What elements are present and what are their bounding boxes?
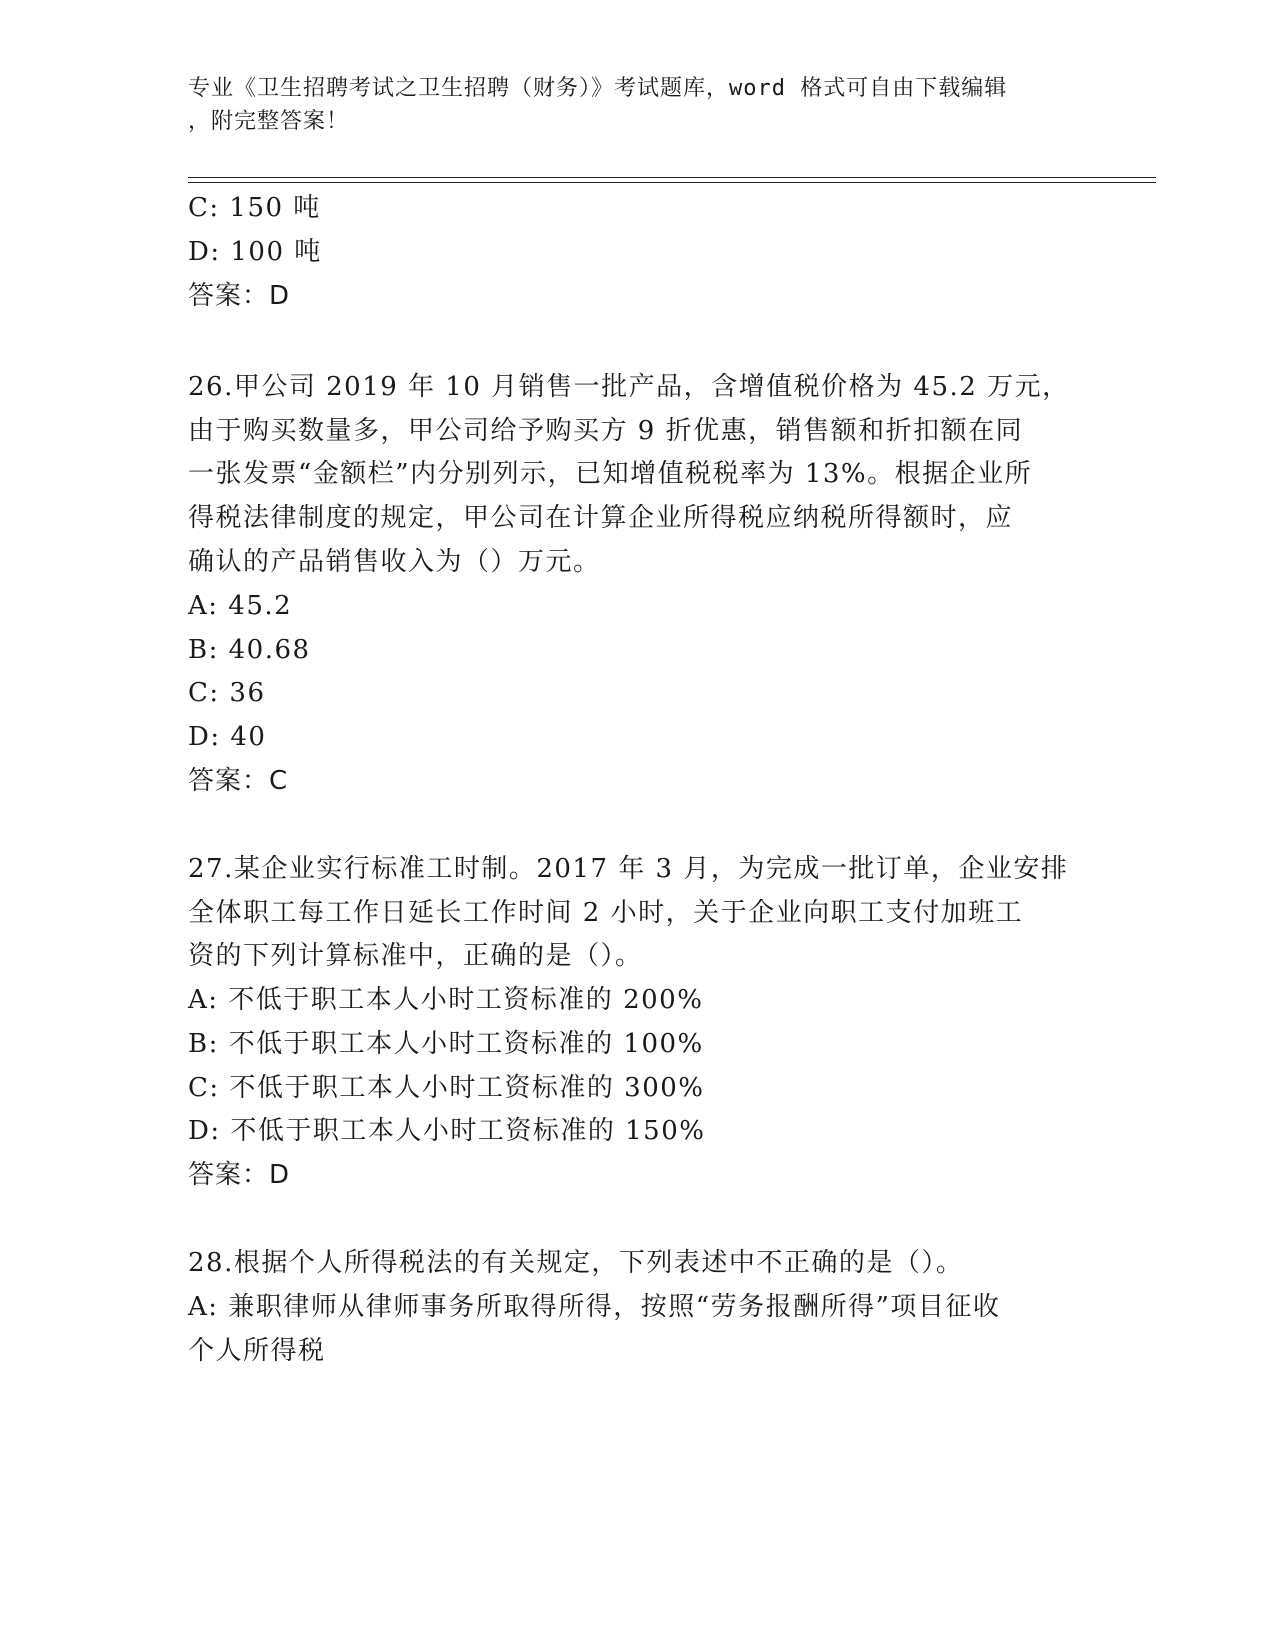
q27-stem-line-2: 全体职工每工作日延长工作时间 2 小时，关于企业向职工支付加班工 <box>188 898 1024 928</box>
q27-option-b: B: 不低于职工本人小时工资标准的 100% <box>188 1029 704 1059</box>
q26-option-b: B: 40.68 <box>188 635 311 665</box>
q26-answer: 答案：C <box>188 766 289 796</box>
q26-stem-line-4: 得税法律制度的规定，甲公司在计算企业所得税应纳税所得额时，应 <box>188 503 1014 533</box>
q26-stem-line-2: 由于购买数量多，甲公司给予购买方 9 折优惠，销售额和折扣额在同 <box>188 416 1024 446</box>
q27-stem-line-1: 27.某企业实行标准工时制。2017 年 3 月，为完成一批订单，企业安排 <box>188 854 1069 884</box>
q26-stem-line-1: 26.甲公司 2019 年 10 月销售一批产品，含增值税价格为 45.2 万元， <box>188 372 1070 402</box>
q25-answer: 答案：D <box>188 281 291 311</box>
header-line-2: ，附完整答案！ <box>188 109 350 134</box>
q28-stem-line-1: 28.根据个人所得税法的有关规定，下列表述中不正确的是（）。 <box>188 1248 964 1278</box>
header-divider-bottom <box>188 182 1156 183</box>
q27-option-c: C: 不低于职工本人小时工资标准的 300% <box>188 1073 705 1103</box>
q27-option-d: D: 不低于职工本人小时工资标准的 150% <box>188 1116 706 1146</box>
q26-option-d: D: 40 <box>188 722 267 752</box>
q26-option-c: C: 36 <box>188 678 266 708</box>
header-divider-top <box>188 177 1156 178</box>
q28-option-a-line-2: 个人所得税 <box>188 1336 326 1366</box>
document-header <box>188 72 1088 138</box>
q25-option-c: C: 150 吨 <box>188 193 321 223</box>
q28-option-a-line-1: A: 兼职律师从律师事务所取得所得，按照“劳务报酬所得”项目征收 <box>188 1292 1001 1322</box>
q26-stem-line-5: 确认的产品销售收入为（）万元。 <box>188 547 601 577</box>
q27-stem-line-3: 资的下列计算标准中，正确的是（）。 <box>188 941 643 971</box>
q27-option-a: A: 不低于职工本人小时工资标准的 200% <box>188 985 704 1015</box>
q27-answer: 答案：D <box>188 1160 291 1190</box>
header-line-1: 专业《卫生招聘考试之卫生招聘（财务）》考试题库，word 格式可自由下载编辑 <box>188 76 1008 101</box>
q26-stem-line-3: 一张发票“金额栏”内分别列示，已知增值税税率为 13%。根据企业所 <box>188 459 1033 489</box>
q25-option-d: D: 100 吨 <box>188 237 322 267</box>
q26-option-a: A: 45.2 <box>188 591 293 621</box>
